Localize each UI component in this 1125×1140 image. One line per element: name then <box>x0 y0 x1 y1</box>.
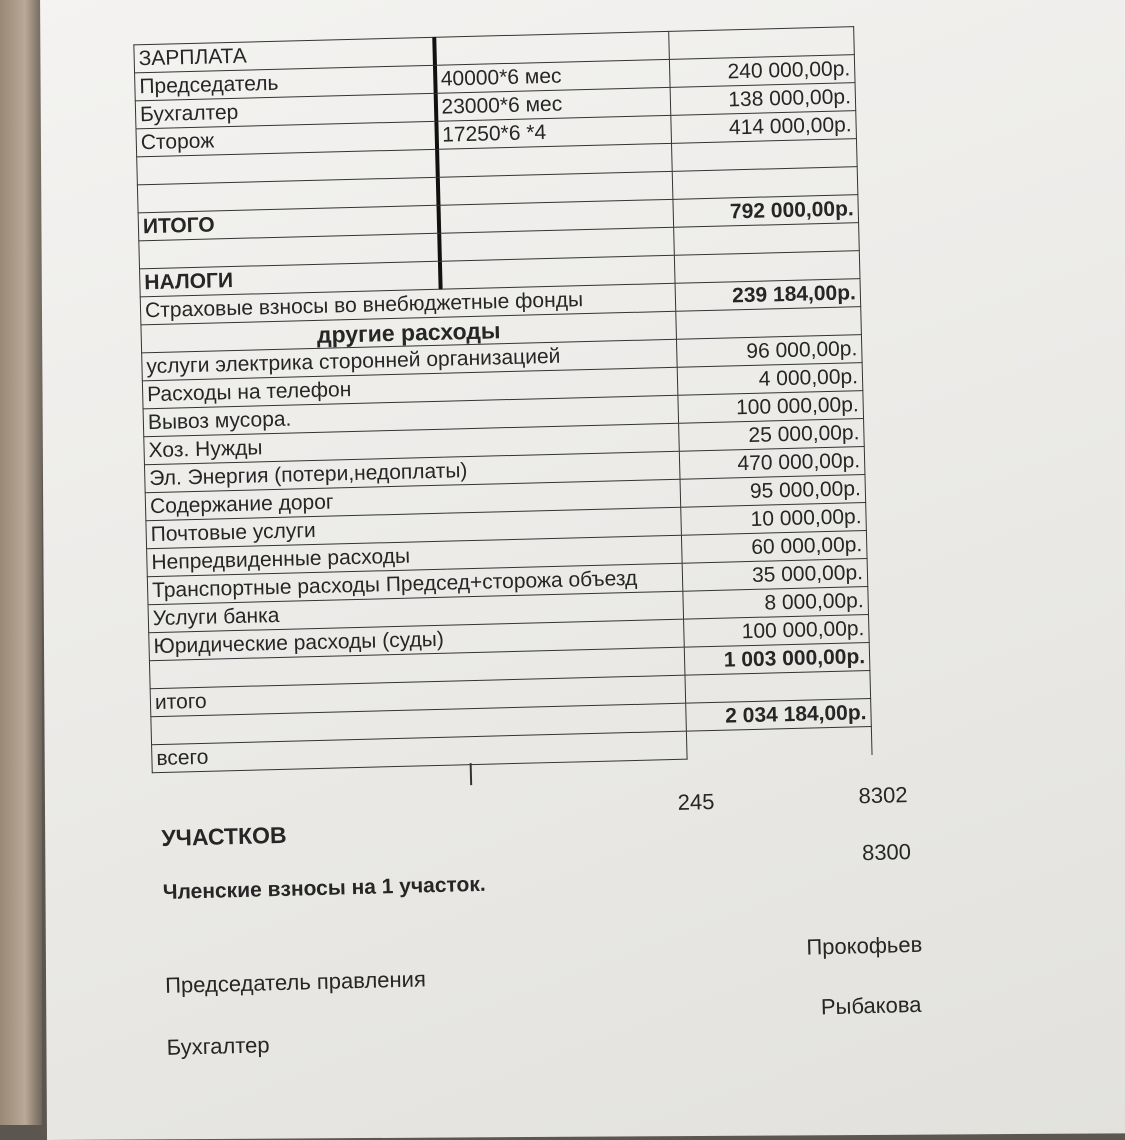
section-title-taxes: НАЛОГИ <box>140 261 441 297</box>
cell-amount: 138 000,00р. <box>670 83 856 116</box>
membership-fee-value: 8300 <box>861 839 912 866</box>
section-title-salary: ЗАРПЛАТА <box>134 37 435 73</box>
plots-label: УЧАСТКОВ <box>161 821 287 851</box>
salary-total-label: ИТОГО <box>138 205 439 241</box>
divider <box>470 763 472 785</box>
accountant-label: Бухгалтер <box>166 1032 270 1060</box>
binder-edge <box>0 0 42 1125</box>
cell-amount <box>686 726 872 759</box>
expense-label: Эл. Энергия (потери,недоплаты) <box>144 451 680 493</box>
cell-amount: 240 000,00р. <box>669 55 855 88</box>
expense-amount: 470 000,00р. <box>679 447 865 480</box>
expense-amount: 4 000,00р. <box>677 363 863 396</box>
expense-label: Содержание дорог <box>145 479 681 521</box>
section-title-other-expenses: другие расходы <box>141 311 677 353</box>
accountant-name: Рыбакова <box>820 991 922 1020</box>
membership-fee-label: Членские взносы на 1 участок. <box>162 872 486 904</box>
chairman-name: Прокофьев <box>806 931 923 960</box>
expense-amount: 8 000,00р. <box>683 587 869 620</box>
expense-amount: 10 000,00р. <box>681 503 867 536</box>
cell-label: Председатель <box>135 65 436 101</box>
expense-label: Расходы на телефон <box>142 367 678 409</box>
grand-total-amount: 2 034 184,00р. <box>686 698 872 731</box>
salary-total-amount: 792 000,00р. <box>673 195 859 228</box>
insurance-label: Страховые взносы во внебюджетные фонды <box>140 283 676 325</box>
plots-count: 245 <box>677 788 715 815</box>
expense-label: Транспортные расходы Председ+сторожа объезд <box>147 563 683 605</box>
paper-sheet <box>40 0 1125 1140</box>
expense-amount: 96 000,00р. <box>676 335 862 368</box>
expense-amount: 25 000,00р. <box>679 419 865 452</box>
chairman-label: Председатель правления <box>164 966 427 998</box>
expense-amount: 35 000,00р. <box>682 559 868 592</box>
expense-label: Юридические расходы (суды) <box>149 619 685 661</box>
expense-amount: 100 000,00р. <box>684 615 870 648</box>
expense-label: Хоз. Нужды <box>144 423 680 465</box>
cell-label: Бухгалтер <box>135 93 436 129</box>
per-plot-value: 8302 <box>858 782 908 809</box>
expense-label: Непредвиденные расходы <box>147 535 683 577</box>
other-expenses-total-amount: 1 003 000,00р. <box>684 643 870 676</box>
document-footer <box>152 750 1059 1063</box>
insurance-amount: 239 184,00р. <box>675 279 861 312</box>
budget-table <box>133 26 872 773</box>
cell-formula: 40000*6 мес <box>434 59 670 93</box>
expense-label: Услуги банка <box>148 591 684 633</box>
budget-document <box>133 22 1058 1063</box>
expense-label: Почтовые услуги <box>146 507 682 549</box>
expense-label: Вывоз мусора. <box>143 395 679 437</box>
expense-amount: 95 000,00р. <box>680 475 866 508</box>
cell-label: Сторож <box>136 121 437 157</box>
cell-formula: 23000*6 мес <box>435 87 671 121</box>
expense-amount: 100 000,00р. <box>678 391 864 424</box>
grand-total-label: всего <box>152 731 688 773</box>
expense-label: услуги электрика сторонней организацией <box>142 339 678 381</box>
other-expenses-total-label: итого <box>150 675 686 717</box>
expense-amount: 60 000,00р. <box>681 531 867 564</box>
cell-amount: 414 000,00р. <box>671 111 857 144</box>
cell-formula: 17250*6 *4 <box>436 115 672 149</box>
